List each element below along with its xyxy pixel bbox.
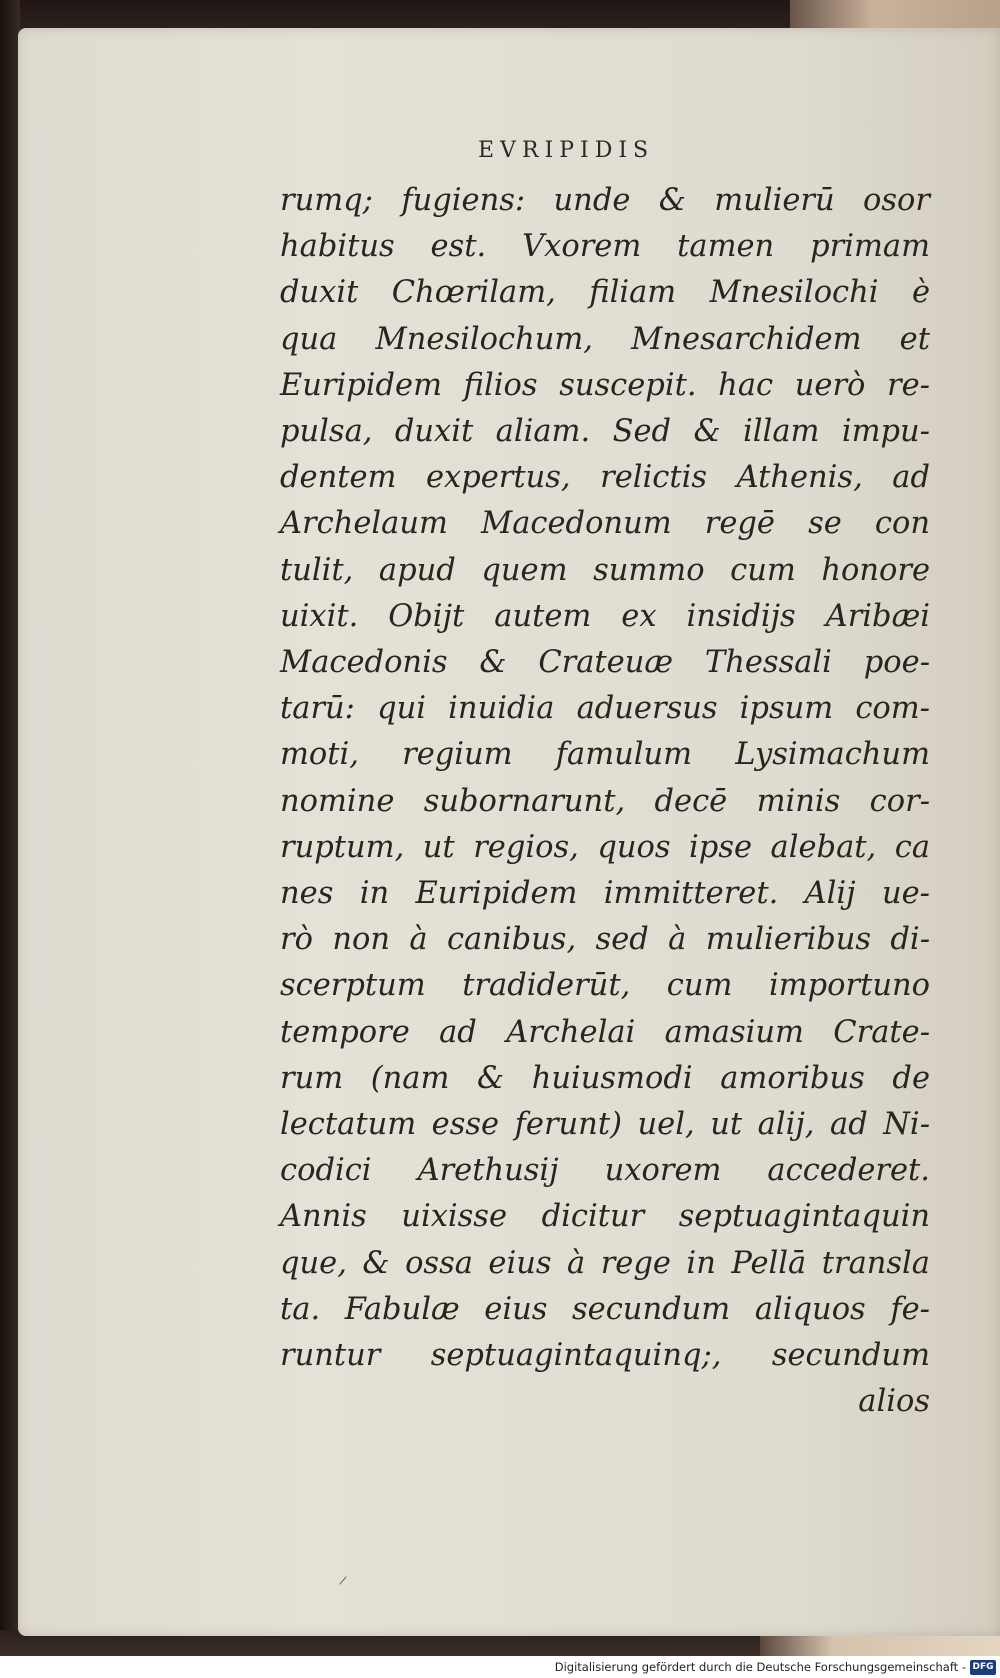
text-line: runtur septuagintaquinq;, secundum <box>280 1338 930 1374</box>
text-line: ruptum, ut regios, quos ipse alebat, ca <box>280 829 930 865</box>
body-text <box>280 178 930 1425</box>
text-line: uixit. Obijt autem ex insidijs Aribæi <box>280 598 930 634</box>
funding-notice: Digitalisierung gefördert durch die Deutsche Forschungsgemeinschaft - <box>554 1660 966 1674</box>
dfg-logo-icon: DFG <box>970 1660 996 1675</box>
running-head: EVRIPIDIS <box>478 138 655 163</box>
text-line: codici Arethusij uxorem accederet. <box>280 1153 930 1189</box>
text-line: habitus est. Vxorem tamen primam <box>280 229 930 265</box>
text-line: ta. Fabulæ eius secundum aliquos fe- <box>280 1291 930 1327</box>
text-line: rum (nam & huiusmodi amoribus de <box>280 1060 930 1096</box>
text-line: lectatum esse ferunt) uel, ut alij, ad Ni- <box>280 1107 930 1143</box>
text-line: tarū: qui inuidia aduersus ipsum com- <box>280 691 930 727</box>
text-line: scerptum tradiderūt, cum importuno <box>280 968 930 1004</box>
text-line: dentem expertus, relictis Athenis, ad <box>280 460 930 496</box>
text-line: moti, regium famulum Lysimachum <box>280 737 930 773</box>
text-line: que, & ossa eius à rege in Pellā transla <box>280 1245 930 1281</box>
text-line: Annis uixisse dicitur septuagintaquin <box>280 1199 930 1235</box>
text-line: qua Mnesilochum, Mnesarchidem et <box>280 321 930 357</box>
text-line: tulit, apud quem summo cum honore <box>280 552 930 588</box>
text-line: pulsa, duxit aliam. Sed & illam impu- <box>280 414 930 450</box>
scan-left-edge <box>0 0 20 1678</box>
text-line: rumq; fugiens: unde & mulierū osor <box>280 183 930 218</box>
text-line: Macedonis & Crateuæ Thessali poe- <box>280 645 930 681</box>
text-line: Euripidem filios suscepit. hac uerò re- <box>280 367 930 403</box>
text-line: tempore ad Archelai amasium Crate- <box>280 1014 930 1050</box>
text-line: duxit Chœrilam, filiam Mnesilochi è <box>280 275 930 311</box>
text-line: rò non à canibus, sed à mulieribus di- <box>280 922 930 958</box>
footer-bar <box>0 1656 1000 1678</box>
text-line: nes in Euripidem immitteret. Alij ue- <box>280 876 930 912</box>
catchword: alios <box>858 1384 930 1420</box>
text-line: nomine subornarunt, decē minis cor- <box>280 783 930 819</box>
text-line: Archelaum Macedonum regē se con <box>280 506 930 542</box>
